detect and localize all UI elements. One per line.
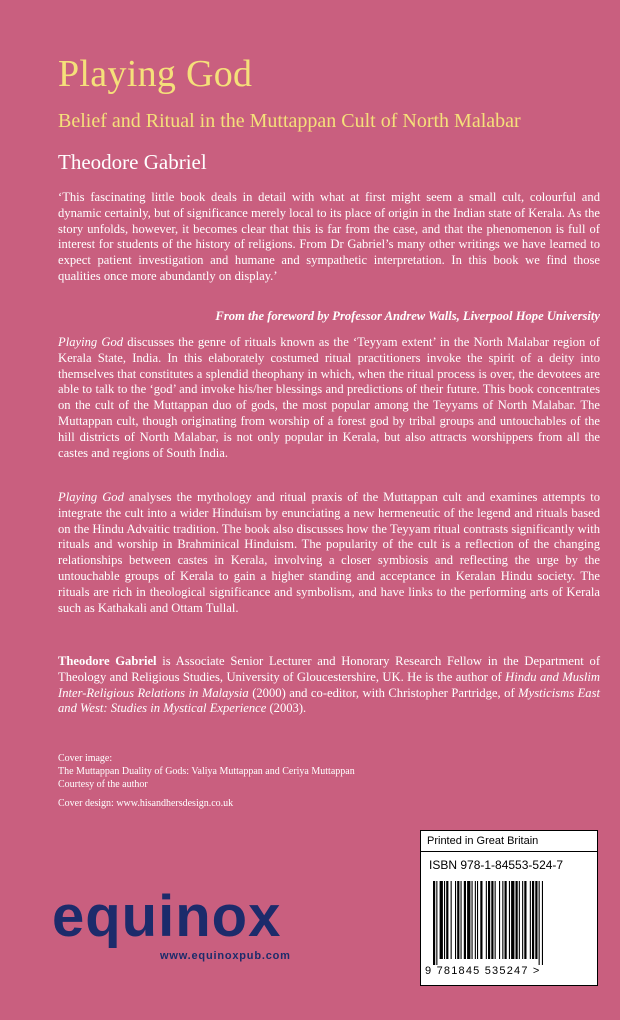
barcode-icon	[431, 881, 591, 965]
description-paragraph-2	[58, 490, 600, 616]
barcode-box	[420, 830, 598, 986]
author-bio	[58, 654, 600, 717]
book-title-inline: Playing God	[58, 335, 124, 349]
bio-book-title: Mysticisms East and West: Studies in Mystical Experience	[58, 685, 600, 716]
book-subtitle: Belief and Ritual in the Muttappan Cult of North Malabar	[58, 110, 521, 132]
credits-design: Cover design: www.hisandhersdesign.co.uk	[58, 798, 234, 809]
credits-image: The Muttappan Duality of Gods: Valiya Muttappan and Ceriya Muttappan	[58, 766, 355, 777]
foreword-quote: ‘This fascinating little book deals in detail with what at first might seem a small cult, colourful and dynamic certainly, but of significance merely local to its place of origin in the Indian state of Kerala. As the story unfolds, however, it becomes clear that this is far from the case, and that the phenomenon is full of interest for students of the history of religions. From Dr Gabriel’s many other writings we have learned to expect patient investigation and humane and sympathetic interpretation. In this book we find those qualities once more abundantly on display.’	[58, 190, 600, 283]
paragraph-text: discusses the genre of rituals known as the ‘Teyyam extent’ in the North Malabar region of Kerala State, India. In this elaborately costumed ritual practitioners invoke the spirit of a deity into themselves that constitutes a splendid theophany in which, when the ritual process is over, the devotees are able to talk to the ‘god’ and invoke his/her blessings and predictions of their future. This book concentrates on the cult of the Muttappan duo of gods, the most popular among the Teyyams of North Malabar. The Muttappan cult, though originating from worship of a forest god by tribal groups and untouchables of the hill districts of North Malabar, is not only popular in Kerala, but also attracts worshippers from all the castes and regions of South India.	[58, 335, 600, 460]
barcode-digits: 9 781845 535247 >	[425, 965, 541, 977]
author-name: Theodore Gabriel	[58, 150, 207, 174]
publisher-logo: equinox	[52, 884, 282, 949]
bio-author-name: Theodore Gabriel	[58, 654, 157, 668]
credits-courtesy: Courtesy of the author	[58, 779, 148, 790]
credits-label: Cover image:	[58, 753, 113, 764]
bio-text: is Associate Senior Lecturer and Honorary Research Fellow in the Department of Theology and Religious Studies, University of Gloucestershire, UK. He is the author of	[58, 654, 601, 684]
description-paragraph-1	[58, 335, 600, 461]
printed-in: Printed in Great Britain	[421, 831, 597, 852]
bio-book-title: Hindu and Muslim Inter-Religious Relations in Malaysia	[58, 669, 601, 700]
publisher-url: www.equinoxpub.com	[160, 950, 291, 962]
isbn-text: ISBN 978-1-84553-524-7	[429, 858, 564, 872]
cover-credits	[58, 752, 355, 810]
bio-text: (2000) and co-editor, with Christopher Partridge, of	[248, 685, 519, 700]
book-title-inline: Playing God	[58, 490, 124, 504]
book-title: Playing God	[58, 53, 253, 95]
bio-text: (2003).	[266, 701, 307, 716]
paragraph-text: analyses the mythology and ritual praxis of the Muttappan cult and examines attempts to integrate the cult into a wider Hinduism by enunciating a new hermeneutic of the legend and rituals based on the Hindu Advaitic tradition. The book also discusses how the Teyyam ritual contrasts significantly with rituals and worship in Brahminical Hinduism. The popularity of the cult is a reflection of the changing relationships between castes in Kerala, involving a closer symbiosis and reflecting the urge by the untouchable groups of Kerala to gain a higher standing and acceptance in Keralan Hindu society. The rituals are rich in theological significance and symbolism, and have links to the performing arts of Kerala such as Kathakali and Ottam Tullal.	[58, 490, 600, 615]
quote-attribution: From the foreword by Professor Andrew Walls, Liverpool Hope University	[215, 309, 600, 323]
